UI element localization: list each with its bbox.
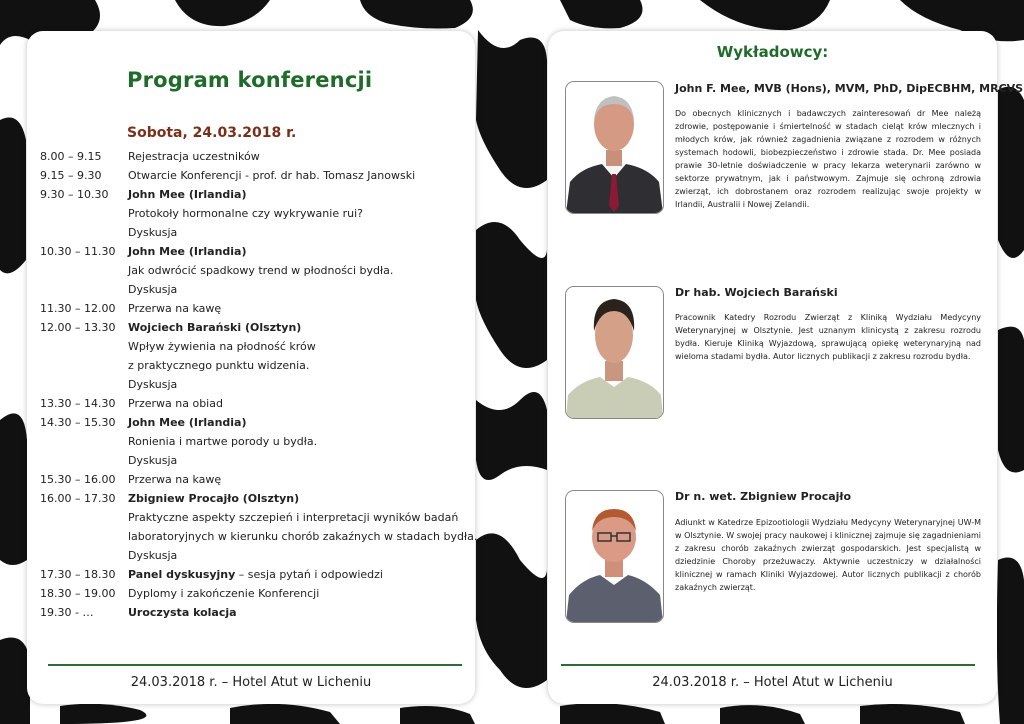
lecturers-panel xyxy=(548,31,1024,704)
portrait-image xyxy=(566,287,663,418)
schedule-text: laboratoryjnych w kierunku chorób zakaźnych w stadach bydła. xyxy=(128,530,478,543)
schedule-time: 9.30 – 10.30 xyxy=(40,188,109,201)
lecturer-photo xyxy=(565,490,664,623)
lecturer-bio: Adiunkt w Katedrze Epizootiologii Wydziału Medycyny Weterynaryjnej UW-M w Olsztynie. W swojej pracy naukowej i klinicznej zajmuje się zagadnieniami z zakresu chorób zakaźnych zwierząt gospodarskich. Jest specjalistą w dziedzinie Choroby przeżuwaczy. Aktywnie uczestniczy w działalności klinicznej w ramach Kliniki Wyjazdowej. Autor licznych publikacji z chorób zakaźnych zwierząt. xyxy=(675,518,981,592)
schedule-time: 8.00 – 9.15 xyxy=(40,150,102,163)
schedule-time: 19.30 - … xyxy=(40,606,94,619)
schedule-text: Otwarcie Konferencji - prof. dr hab. Tomasz Janowski xyxy=(128,169,416,182)
schedule-row xyxy=(40,147,472,166)
lecturer-name: Dr hab. Wojciech Barański xyxy=(675,286,838,299)
schedule-text: Wpływ żywienia na płodność krów xyxy=(128,340,316,353)
schedule-row xyxy=(40,166,472,185)
schedule-time: 13.30 – 14.30 xyxy=(40,397,116,410)
schedule-row xyxy=(40,318,472,337)
panel-description: – sesja pytań i odpowiedzi xyxy=(235,568,383,581)
schedule-text: Przerwa na obiad xyxy=(128,397,223,410)
schedule-row xyxy=(40,470,472,489)
footer-divider xyxy=(561,664,975,666)
schedule-text: Przerwa na kawę xyxy=(128,473,222,486)
schedule-row xyxy=(40,413,472,432)
schedule-row xyxy=(40,527,478,546)
schedule-time: 10.30 – 11.30 xyxy=(40,245,116,258)
schedule-row xyxy=(40,432,472,451)
schedule-text xyxy=(128,565,383,584)
schedule-row xyxy=(40,223,472,242)
schedule-row xyxy=(40,394,472,413)
portrait-image xyxy=(566,82,663,213)
schedule-row xyxy=(40,204,472,223)
schedule-row xyxy=(40,299,472,318)
schedule-text: Dyskusja xyxy=(128,283,178,296)
day-heading: Sobota, 24.03.2018 r. xyxy=(127,125,297,141)
schedule-row xyxy=(40,185,472,204)
schedule-row xyxy=(40,337,472,356)
portrait-image xyxy=(566,491,663,622)
schedule-row xyxy=(40,280,472,299)
schedule-speaker: John Mee (Irlandia) xyxy=(128,245,247,258)
schedule-speaker: John Mee (Irlandia) xyxy=(128,188,247,201)
schedule-text: Uroczysta kolacja xyxy=(128,606,237,619)
footer-text: 24.03.2018 r. – Hotel Atut w Licheniu xyxy=(130,675,372,690)
schedule-speaker: Wojciech Barański (Olsztyn) xyxy=(128,321,302,334)
schedule-text: Przerwa na kawę xyxy=(128,302,222,315)
schedule-speaker: Zbigniew Procajło (Olsztyn) xyxy=(128,492,300,505)
schedule-text: Dyskusja xyxy=(128,549,178,562)
schedule-time: 15.30 – 16.00 xyxy=(40,473,116,486)
schedule-text: z praktycznego punktu widzenia. xyxy=(128,359,310,372)
lecturer-name: Dr n. wet. Zbigniew Procajło xyxy=(675,490,852,503)
schedule-time: 18.30 – 19.00 xyxy=(40,587,116,600)
schedule-text: Dyskusja xyxy=(128,226,178,239)
lecturer-bio: Do obecnych klinicznych i badawczych zainteresowań dr Mee należą zdrowie, postępowanie i śmiertelność w stadach cieląt krów mlecznych i młodych krów, jak również zagadnienia związane z rozrodem w różnych systemach hodowli, biobezpieczeństwo i zdrowie stada. Dr. Mee posiada prawie 30-letnie doświadczenie w pracy lekarza weterynarii zarówno w sektorze prywatnym, jak i państwowym. Zajmuje się ochroną zdrowia zwierząt, ich dobrostanem oraz rozrodem realizując swoje projekty w Irlandii, Australii i Nowej Zelandii. xyxy=(675,109,981,209)
lecturer-photo xyxy=(565,81,664,214)
schedule-list xyxy=(40,147,478,622)
schedule-text: Praktyczne aspekty szczepień i interpretacji wyników badań xyxy=(128,511,459,524)
schedule-row xyxy=(40,603,472,622)
schedule-text: Protokoły hormonalne czy wykrywanie rui? xyxy=(128,207,363,220)
schedule-time: 16.00 – 17.30 xyxy=(40,492,116,505)
footer-divider xyxy=(48,664,462,666)
schedule-row xyxy=(40,261,472,280)
schedule-text: Dyplomy i zakończenie Konferencji xyxy=(128,587,320,600)
schedule-text: Dyskusja xyxy=(128,454,178,467)
schedule-time: 9.15 – 9.30 xyxy=(40,169,102,182)
schedule-text: Ronienia i martwe porody u bydła. xyxy=(128,435,318,448)
schedule-row xyxy=(40,584,472,603)
schedule-text: Jak odwrócić spadkowy trend w płodności bydła. xyxy=(128,264,394,277)
footer-text: 24.03.2018 r. – Hotel Atut w Licheniu xyxy=(652,675,893,690)
schedule-row xyxy=(40,242,472,261)
schedule-time: 14.30 – 15.30 xyxy=(40,416,116,429)
schedule-row xyxy=(40,546,472,565)
lecturers-heading: Wykładowcy: xyxy=(716,43,829,61)
schedule-speaker: John Mee (Irlandia) xyxy=(128,416,247,429)
lecturer-name: John F. Mee, MVB (Hons), MVM, PhD, DipECBHM, MRCVS xyxy=(675,82,1024,95)
schedule-time: 12.00 – 13.30 xyxy=(40,321,116,334)
program-panel xyxy=(27,31,478,704)
lecturer-photo xyxy=(565,286,664,419)
schedule-row xyxy=(40,565,472,584)
schedule-text: Dyskusja xyxy=(128,378,178,391)
lecturer-bio: Pracownik Katedry Rozrodu Zwierząt z Kliniką Wydziału Medycyny Weterynaryjnej w Olsztynie. Jest uznanym klinicystą z zakresu rozrodu bydła. Kieruje Kliniką Wyjazdową, sprawującą opiekę weterynaryjną nad wieloma stadami bydła. Autor licznych publikacji z zakresu rozrodu bydła. xyxy=(675,313,981,361)
panel-label: Panel dyskusyjny xyxy=(128,568,236,581)
schedule-row xyxy=(40,451,472,470)
schedule-row xyxy=(40,356,472,375)
schedule-row xyxy=(40,489,472,508)
program-title: Program konferencji xyxy=(127,68,373,92)
schedule-time: 11.30 – 12.00 xyxy=(40,302,116,315)
schedule-time: 17.30 – 18.30 xyxy=(40,568,116,581)
schedule-row xyxy=(40,508,472,527)
schedule-text: Rejestracja uczestników xyxy=(128,150,260,163)
schedule-row xyxy=(40,375,472,394)
